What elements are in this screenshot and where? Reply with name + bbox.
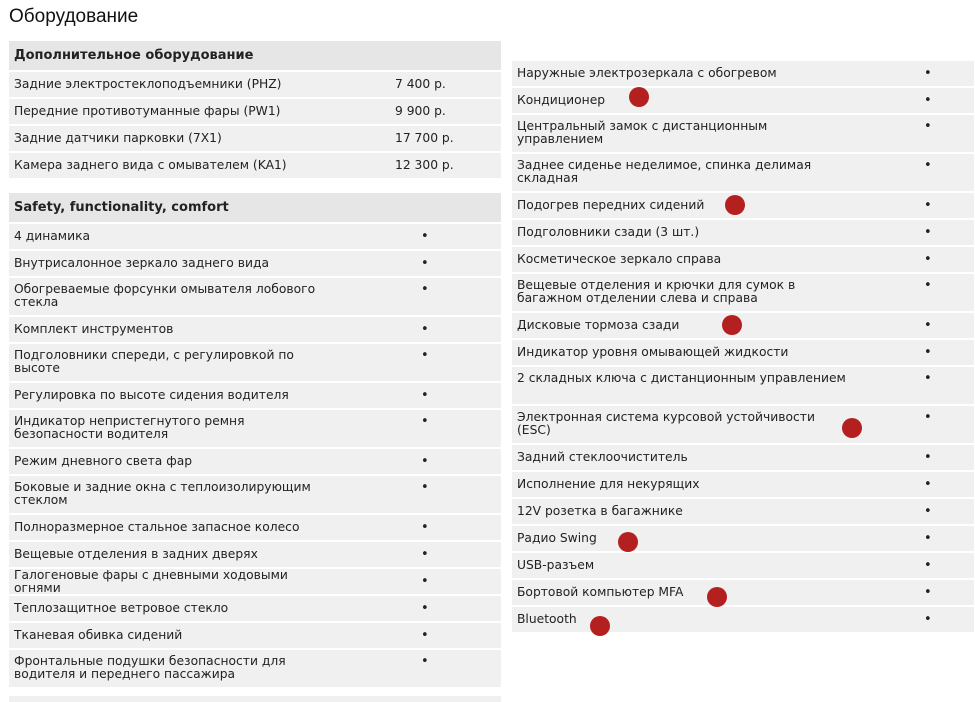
option-label: Задние электростеклоподъемники (PHZ): [14, 77, 282, 91]
feature-label: Дисковые тормоза сзади: [517, 318, 680, 332]
option-price: 12 300 р.: [395, 158, 454, 172]
option-row: [9, 72, 501, 97]
included-bullet: •: [421, 654, 429, 669]
feature-label: Подогрев передних сидений: [517, 198, 705, 212]
included-bullet: •: [421, 601, 429, 616]
feature-row: [512, 247, 974, 272]
red-marker-icon: [722, 315, 742, 335]
feature-row: [512, 445, 974, 470]
feature-label: Индикатор уровня омывающей жидкости: [517, 345, 789, 359]
feature-label: Регулировка по высоте сидения водителя: [14, 388, 289, 402]
included-bullet: •: [421, 414, 429, 429]
feature-row: [9, 515, 501, 540]
included-bullet: •: [924, 66, 932, 81]
red-marker-icon: [590, 616, 610, 636]
option-label: Передние противотуманные фары (PW1): [14, 104, 281, 118]
feature-row: [512, 274, 974, 311]
feature-label: Бортовой компьютер MFA: [517, 585, 684, 599]
included-bullet: •: [421, 454, 429, 469]
feature-row: [512, 607, 974, 632]
included-bullet: •: [421, 547, 429, 562]
feature-label: Обогреваемые форсунки омывателя лобового стекла: [14, 282, 316, 309]
included-bullet: •: [924, 410, 932, 425]
feature-row: [512, 499, 974, 524]
section-heading-safety: Safety, functionality, comfort: [9, 193, 501, 222]
feature-row: [9, 317, 501, 342]
included-bullet: •: [924, 612, 932, 627]
option-row: [9, 99, 501, 124]
included-bullet: •: [924, 504, 932, 519]
feature-row: [512, 367, 974, 404]
feature-label: Подголовники сзади (3 шт.): [517, 225, 700, 239]
included-bullet: •: [924, 558, 932, 573]
included-bullet: •: [924, 585, 932, 600]
feature-row: [9, 224, 501, 249]
feature-label: Теплозащитное ветровое стекло: [14, 601, 229, 615]
included-bullet: •: [924, 252, 932, 267]
included-bullet: •: [421, 520, 429, 535]
included-bullet: •: [421, 628, 429, 643]
option-row: [9, 126, 501, 151]
feature-row: [9, 251, 501, 276]
included-bullet: •: [421, 256, 429, 271]
included-bullet: •: [421, 388, 429, 403]
included-bullet: •: [421, 322, 429, 337]
feature-row: [9, 410, 501, 447]
included-bullet: •: [924, 278, 932, 293]
option-price: 7 400 р.: [395, 77, 446, 91]
feature-row: [512, 115, 974, 152]
feature-row: [512, 553, 974, 578]
feature-label: Галогеновые фары с дневными ходовыми огнями: [14, 567, 288, 595]
feature-row: [512, 340, 974, 365]
included-bullet: •: [421, 348, 429, 363]
feature-label: Исполнение для некурящих: [517, 477, 700, 491]
section-heading-additional: Дополнительное оборудование: [9, 41, 501, 70]
feature-row: [512, 472, 974, 497]
red-marker-icon: [842, 418, 862, 438]
feature-row: [9, 278, 501, 315]
red-marker-icon: [618, 532, 638, 552]
feature-row: [512, 580, 974, 605]
feature-label: Режим дневного света фар: [14, 454, 193, 468]
table-bottom-edge: [9, 696, 501, 702]
feature-row: [512, 313, 974, 338]
feature-label: Тканевая обивка сидений: [14, 628, 183, 642]
feature-label: Bluetooth: [517, 612, 577, 626]
included-bullet: •: [421, 480, 429, 495]
feature-row: [9, 596, 501, 621]
option-price: 9 900 р.: [395, 104, 446, 118]
feature-label: USB-разъем: [517, 558, 595, 572]
feature-row: [9, 542, 501, 567]
red-marker-icon: [629, 87, 649, 107]
feature-label: 2 складных ключа с дистанционным управлением: [517, 371, 846, 385]
feature-label: Вещевые отделения и крючки для сумок в багажном отделении слева и справа: [517, 278, 796, 305]
included-bullet: •: [924, 198, 932, 213]
included-bullet: •: [924, 477, 932, 492]
feature-label: Фронтальные подушки безопасности для водителя и переднего пассажира: [14, 654, 286, 681]
feature-label: 12V розетка в багажнике: [517, 504, 683, 518]
included-bullet: •: [924, 318, 932, 333]
left-column: [9, 41, 501, 689]
page-title: Оборудование: [9, 6, 139, 27]
right-column: [512, 61, 974, 634]
included-bullet: •: [924, 345, 932, 360]
option-price: 17 700 р.: [395, 131, 454, 145]
feature-label: Кондиционер: [517, 93, 606, 107]
feature-row: [9, 650, 501, 687]
included-bullet: •: [924, 531, 932, 546]
feature-label: Центральный замок с дистанционным управлением: [517, 119, 768, 146]
included-bullet: •: [421, 574, 429, 589]
feature-label: Электронная система курсовой устойчивости (ESC): [517, 410, 815, 437]
feature-row: [512, 154, 974, 191]
included-bullet: •: [421, 229, 429, 244]
feature-row: [512, 406, 974, 443]
feature-row: [512, 526, 974, 551]
feature-row: [512, 88, 974, 113]
feature-label: Боковые и задние окна с теплоизолирующим стеклом: [14, 480, 311, 507]
feature-label: Радио Swing: [517, 531, 597, 545]
feature-row: [9, 476, 501, 513]
feature-row: [9, 569, 501, 594]
red-marker-icon: [725, 195, 745, 215]
feature-row: [9, 623, 501, 648]
option-row: [9, 153, 501, 178]
feature-label: Косметическое зеркало справа: [517, 252, 722, 266]
included-bullet: •: [924, 93, 932, 108]
included-bullet: •: [924, 225, 932, 240]
feature-label: Вещевые отделения в задних дверях: [14, 547, 258, 561]
feature-label: 4 динамика: [14, 229, 91, 243]
feature-label: Наружные электрозеркала с обогревом: [517, 66, 777, 80]
option-label: Задние датчики парковки (7X1): [14, 131, 222, 145]
feature-label: Внутрисалонное зеркало заднего вида: [14, 256, 269, 270]
feature-row: [9, 449, 501, 474]
feature-row: [512, 220, 974, 245]
option-label: Камера заднего вида с омывателем (KA1): [14, 158, 287, 172]
included-bullet: •: [924, 450, 932, 465]
included-bullet: •: [924, 119, 932, 134]
feature-label: Задний стеклоочиститель: [517, 450, 688, 464]
feature-row: [9, 344, 501, 381]
included-bullet: •: [924, 371, 932, 386]
feature-label: Полноразмерное стальное запасное колесо: [14, 520, 300, 534]
feature-label: Подголовники спереди, с регулировкой по высоте: [14, 348, 294, 375]
feature-label: Индикатор непристегнутого ремня безопасности водителя: [14, 414, 245, 441]
red-marker-icon: [707, 587, 727, 607]
feature-row: [9, 383, 501, 408]
feature-row: [512, 61, 974, 86]
feature-label: Комплект инструментов: [14, 322, 174, 336]
feature-label: Заднее сиденье неделимое, спинка делимая складная: [517, 158, 812, 185]
included-bullet: •: [924, 158, 932, 173]
included-bullet: •: [421, 282, 429, 297]
